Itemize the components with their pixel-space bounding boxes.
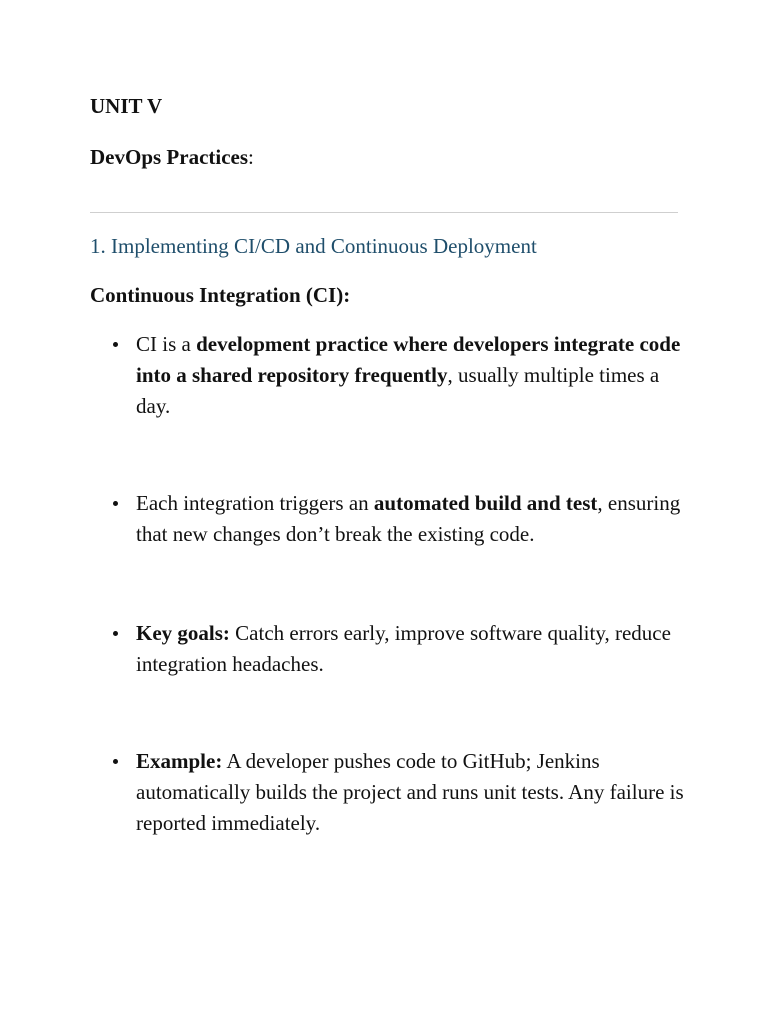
horizontal-divider — [90, 212, 678, 213]
section-heading: 1. Implementing CI/CD and Continuous Deployment — [90, 234, 537, 258]
bullet-dot-icon — [113, 501, 118, 506]
bullet-text-post: , usually multiple times a day. — [136, 363, 660, 418]
unit-title: UNIT V — [90, 94, 163, 118]
bullet-text — [136, 488, 684, 550]
bullet-text-bold: development practice where developers integrate code into a shared repository frequently — [136, 332, 681, 387]
bullet-dot-icon — [113, 631, 118, 636]
bullet-text-bold: automated build and test — [373, 491, 598, 515]
bullet-text-pre: CI is a — [136, 332, 197, 356]
subject-label: DevOps Practices — [90, 145, 249, 169]
bullet-text-bold: Key goals: — [136, 621, 230, 645]
bullet-dot-icon — [113, 759, 118, 764]
subject-suffix: : — [248, 145, 254, 169]
bullet-text-post: Catch errors early, improve software quality, reduce integration headaches. — [136, 621, 671, 676]
bullet-text-pre: Each integration triggers an — [136, 491, 374, 515]
subject-line — [90, 143, 254, 171]
bullet-dot-icon — [113, 342, 118, 347]
bullet-text — [136, 329, 684, 422]
bullet-text-post: , ensuring that new changes don’t break the existing code. — [136, 491, 681, 546]
bullet-text-post: A developer pushes code to GitHub; Jenkins automatically builds the project and runs unit tests. Any failure is reported immediately. — [136, 749, 684, 835]
sub-heading: Continuous Integration (CI): — [90, 283, 351, 307]
bullet-text — [136, 618, 684, 680]
bullet-text — [136, 746, 684, 839]
bullet-text-bold: Example: — [136, 749, 223, 773]
